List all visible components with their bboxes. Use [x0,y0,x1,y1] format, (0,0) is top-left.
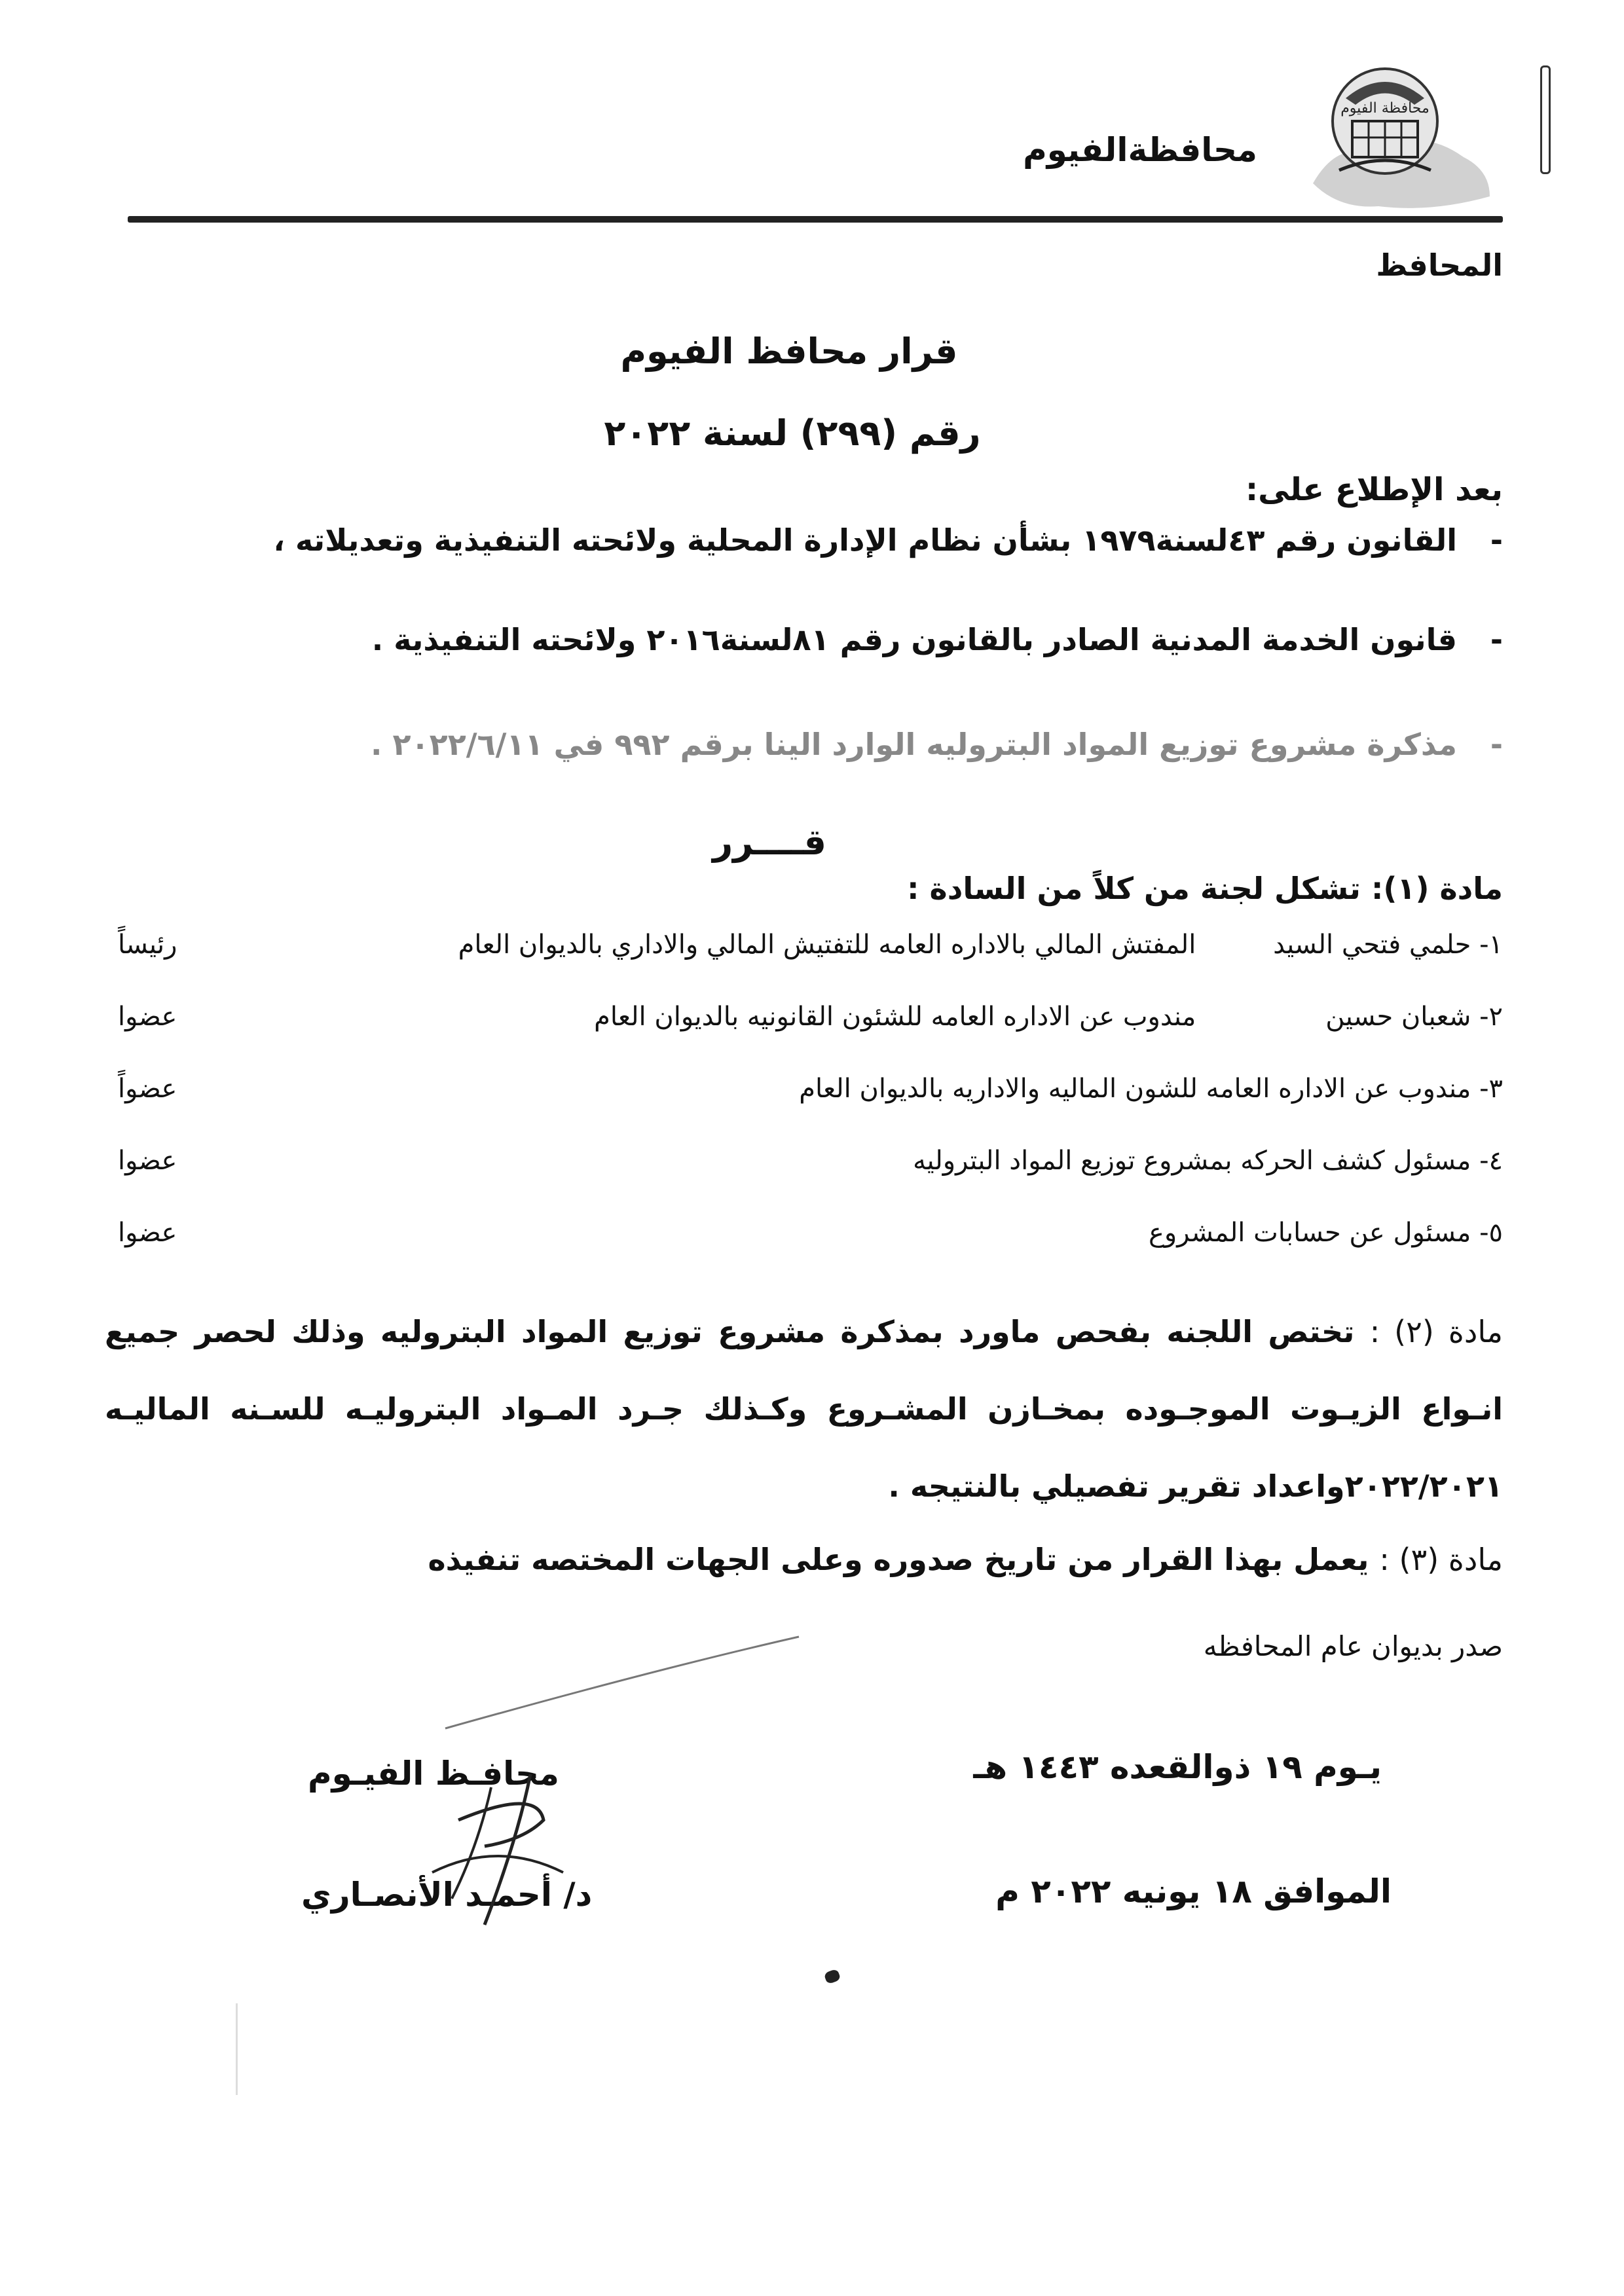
member-title: عضوا [118,1146,177,1176]
signatory-name: د/ أحمـد الأنصـاري [301,1876,593,1914]
member-title: رئيساً [118,930,177,960]
header-rule [128,216,1503,223]
decision-heading: قــــرر [712,822,826,863]
issued-at: صدر بديوان عام المحافظه [1203,1630,1503,1662]
law-reference: -مذكرة مشروع توزيع المواد البتروليه الوارد الينا برقم ٩٩٢ في ٢٠٢٢/٦/١١ . [370,727,1503,762]
scan-artifact [236,2003,238,2095]
law-reference: -القانون رقم ٤٣لسنة١٩٧٩ بشأن نظام الإدارة المحلية ولائحته التنفيذية وتعديلاته ، [273,522,1503,558]
article-2: مادة (٢) : تختص اللجنه بفحص ماورد بمذكرة مشروع توزيع المواد البتروليه وذلك لحصر جميع انـواع الزيـوت الموجـوده بمخـازن المشـروع وكـذلك جـرد المـواد البتروليـه للسـنه الماليـه ٢٠٢٢/٢٠٢١واعداد تقرير تفصيلي بالنتيجه . [105,1314,1504,1504]
governorate-name: محافظةالفيوم [1023,131,1257,169]
svg-text:محافظة الفيوم: محافظة الفيوم [1340,100,1430,117]
ink-mark [824,1969,841,1984]
date-hijri: يـوم ١٩ ذوالقعده ١٤٤٣ هـ [973,1748,1382,1786]
member-role: المفتش المالي بالاداره العامه للتفتيش المالي والاداري بالديوان العام [458,930,1196,960]
decree-title: قرار محافظ الفيوم [620,331,958,372]
preamble: بعد الإطلاع على: [1245,471,1503,508]
member-title: عضوا [118,1218,177,1248]
office-label: المحافظ [1376,247,1503,283]
handwritten-signature [327,1624,917,1964]
member-role: مسئول كشف الحركه بمشروع توزيع المواد البتروليه [913,1146,1471,1176]
scan-edge-mark [1540,65,1551,174]
law-reference: -قانون الخدمة المدنية الصادر بالقانون رقم ٨١لسنة٢٠١٦ ولائحته التنفيذية . [371,622,1503,657]
member-role: مندوب عن الاداره العامه للشون الماليه والاداريه بالديوان العام [799,1074,1471,1104]
committee-member: ٢- شعبان حسينمندوب عن الاداره العامه للشئون القانونيه بالديوان العام [594,1002,1503,1032]
committee-member: ٤- مسئول كشف الحركه بمشروع توزيع المواد البتروليه [913,1146,1503,1176]
signatory-title: محافـظ الفيـوم [308,1755,559,1793]
member-role: مسئول عن حسابات المشروع [1149,1218,1471,1248]
member-name: شعبان حسين [1325,1002,1471,1032]
article-3: مادة (٣) : يعمل بهذا القرار من تاريخ صدوره وعلى الجهات المختصه تنفيذه [428,1542,1503,1577]
article-1-intro: مادة (١): تشكل لجنة من كلاً من السادة : [907,871,1503,906]
member-name: حلمي فتحي السيد [1273,930,1471,960]
committee-member: ٥- مسئول عن حسابات المشروع [1149,1218,1503,1248]
date-gregorian: الموافق ١٨ يونيه ٢٠٢٢ م [995,1872,1392,1910]
committee-member: ١- حلمي فتحي السيدالمفتش المالي بالاداره العامه للتفتيش المالي والاداري بالديوان العام [458,930,1503,960]
member-title: عضواً [118,1074,177,1104]
committee-member: ٣- مندوب عن الاداره العامه للشون الماليه والاداريه بالديوان العام [799,1074,1503,1104]
member-title: عضوا [118,1002,177,1032]
governorate-logo [1300,59,1496,216]
member-role: مندوب عن الاداره العامه للشئون القانونيه بالديوان العام [594,1002,1196,1032]
decree-number: رقم (٢٩٩) لسنة ٢٠٢٢ [604,412,981,454]
